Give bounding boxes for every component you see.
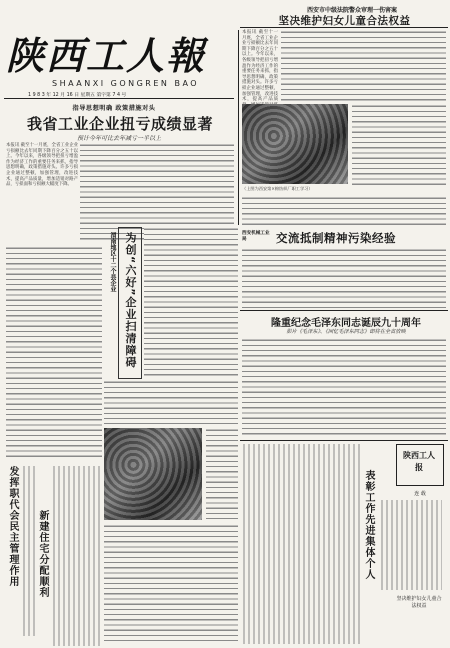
photo-side-text (352, 104, 446, 188)
bottom-right-headline: 表彰工作先进集体个人 (363, 470, 374, 580)
mao-body (242, 338, 446, 438)
bottom-center-body (104, 524, 238, 644)
bottom-left-body (22, 466, 36, 636)
lead-subhead: 预计今年可比去年减亏一半以上 (76, 135, 161, 142)
stamp-series: 连 载 (414, 491, 426, 497)
photo-caption: （上图为西安第×棉纺织厂职工学习） (242, 186, 313, 191)
mid-right-kicker: 西安机械工业局 (242, 231, 270, 242)
lead-kicker: 指导思想明确 政策措施对头 (72, 105, 156, 112)
photo-right-text (206, 428, 238, 520)
masthead-title: 陕西工人報 (6, 33, 207, 78)
rule (4, 98, 234, 99)
bottom-left-headline-2: 新建住宅分配顺利 (37, 510, 48, 598)
top-right-kicker: 西安市中级法院警众审理一伤害案 (306, 7, 397, 14)
stamp-title: 坚决维护妇女儿童合法权益 (396, 596, 442, 609)
six-good-headline: 为创“六好”企业扫清障碍 (124, 232, 137, 369)
lead-headline: 我省工业企业扭亏成绩显著 (26, 115, 213, 133)
left-body-columns (6, 246, 102, 460)
edition-stamp-text: 陕西工人报 (403, 451, 435, 472)
mid-right-body (242, 248, 446, 308)
mao-subhead: 影片《毛泽东》、《回忆毛泽东同志》即将在全省放映 (286, 329, 406, 335)
six-good-body (144, 227, 238, 377)
center-body (104, 380, 238, 424)
stamp-column-body (380, 500, 442, 590)
factory-photo (242, 104, 348, 184)
six-good-side: 渭南地区十二个县企业 (109, 232, 116, 292)
meeting-photo (104, 428, 202, 520)
bottom-left-headline-1: 发挥职代会民主管理作用 (7, 466, 18, 587)
issue-line: 1 9 8 3 年 12 月 16 日 星期五 第字第 7 4 号 (28, 93, 127, 98)
top-right-headline: 坚决维护妇女儿童合法权益 (278, 15, 411, 27)
masthead-pinyin: SHAANXI GONGREN BAO (52, 79, 200, 88)
top-body-text: 本报讯 截至十一月底，全省工业企业亏损额比去年同期下降百分之五十以上。今年以来，各级领导把扭亏增盈作为经济工作的重要任务来抓，指导思想明确，政策措施对头。许多亏损企业通过整顿，加强管理，改进技术，提高产品质 (242, 30, 278, 103)
lead-body-text: 本报讯 截至十一月底，全省工业企业亏损额比去年同期下降百分之五十以上。今年以来，各级领导把扭亏增盈作为经济工作的重要任务来抓，指导思想明确，政策措施对头。许多亏损企业通过整顿，加强管理，改进技术，提高产品质量，增加适销对路产品，亏损面和亏损额大幅度下降。 (6, 143, 78, 188)
rule (240, 27, 448, 28)
top-body-columns (281, 30, 446, 102)
rule (240, 310, 448, 311)
mid-right-headline: 交流抵制精神污染经验 (276, 231, 396, 245)
bottom-right-body (242, 444, 360, 644)
rule (240, 440, 448, 441)
photo-under-text (242, 196, 446, 226)
mao-headline: 隆重纪念毛泽东同志诞辰九十周年 (271, 318, 421, 329)
column-divider (238, 30, 239, 225)
bottom-left-body-2 (52, 466, 102, 646)
